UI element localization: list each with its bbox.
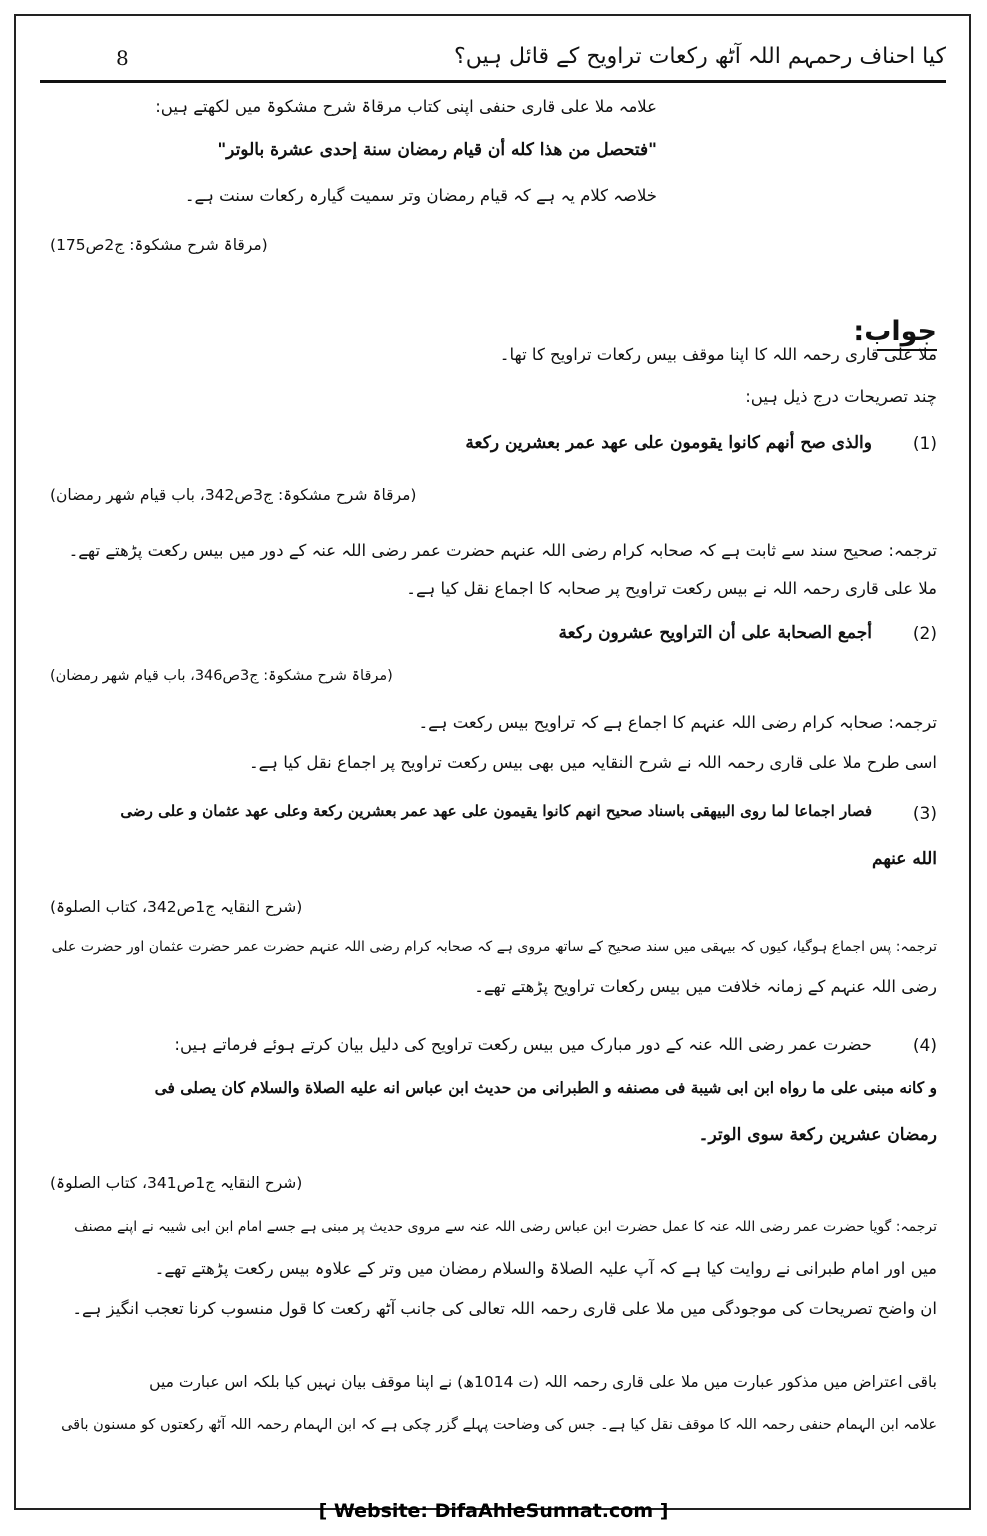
item-1-translation: ترجمہ: صحیح سند سے ثابت ہے کہ صحابہ کرام رضی اللہ عنہم حضرت عمر رضی اللہ عنہ کے دور میں بیس رکعت پڑھتے تھے۔: [68, 541, 937, 560]
answer-line-1: ملا علی قاری رحمہ اللہ کا اپنا موقف بیس رکعات تراویح کا تھا۔: [499, 345, 937, 364]
item-2-reference: (مرقاۃ شرح مشکوۃ: ج3ص346، باب قیام شهر رمضان): [50, 668, 393, 684]
item-4-translation-line-1: ترجمہ: گویا حضرت عمر رضی اللہ عنہ کا عمل حضرت ابن عباس رضی اللہ عنہ سے مروی حدیث پر مبنی ہے جسے امام ابن ابی شیبہ نے اپنے مصنف: [74, 1219, 937, 1235]
item-3-arabic-line-1: فصار اجماعا لما روی البیهقی باسناد صحیح انهم کانوا یقیمون علی عهد عمر بعشرین رکعة وعلی عهد عثمان و علی رضی: [120, 802, 872, 820]
item-4-reference: (شرح النقایہ ج1ص341، کتاب الصلوۃ): [50, 1174, 303, 1192]
item-4-arabic-line-1: و کانه مبنی علی ما رواه ابن ابی شیبة فی مصنفه و الطبرانی من حدیث ابن عباس انه علیه الصلاة والسلام کان یصلی فی: [154, 1078, 937, 1097]
item-2-arabic: أجمع الصحابة علی أن التراویح عشرون رکعة: [558, 623, 872, 643]
intro-line: علامہ ملا علی قاری حنفی اپنی کتاب مرقاۃ شرح مشکوۃ میں لکھتے ہیں:: [155, 97, 657, 116]
item-1-note: ملا علی قاری رحمہ اللہ نے بیس رکعت تراویح پر صحابہ کا اجماع نقل کیا ہے۔: [406, 579, 937, 598]
item-4-number: (4): [912, 1036, 937, 1056]
page-number: 8: [116, 46, 129, 70]
item-2-note: اسی طرح ملا علی قاری رحمہ اللہ نے شرح النقایہ میں بھی بیس رکعت تراویح پر اجماع نقل کیا ہے۔: [248, 753, 937, 772]
intro-reference: (مرقاۃ شرح مشکوۃ: ج2ص175): [50, 236, 268, 254]
item-1-reference: (مرقاۃ شرح مشکوۃ: ج3ص342، باب قیام شهر رمضان): [50, 486, 417, 504]
answer-heading: جواب:: [853, 316, 937, 347]
header-title: کیا احناف رحمہم اللہ آٹھ رکعات تراویح کے قائل ہیں؟: [454, 44, 946, 69]
item-1-arabic: والذی صح أنهم کانوا یقومون علی عهد عمر بعشرین رکعة: [465, 433, 872, 453]
page-header: [40, 38, 946, 82]
intro-summary: خلاصہ کلام یہ ہے کہ قیام رمضان وتر سمیت گیارہ رکعات سنت ہے۔: [184, 186, 657, 205]
item-3-number: (3): [912, 804, 937, 824]
answer-line-2: چند تصریحات درج ذیل ہیں:: [745, 387, 937, 406]
item-4-translation-line-2: میں اور امام طبرانی نے روایت کیا ہے کہ آپ علیہ الصلاۃ والسلام رمضان میں وتر کے علاوہ بیس رکعت پڑھتے تھے۔: [154, 1259, 937, 1278]
item-3-translation-line-1: ترجمہ: پس اجماع ہوگیا، کیوں کہ بیہقی میں سند صحیح کے ساتھ مروی ہے کہ صحابہ کرام رضی اللہ عنہم حضرت عمر حضرت عثمان اور حضرت علی: [51, 939, 937, 955]
item-1-number: (1): [912, 434, 937, 454]
header-rule: [40, 80, 946, 83]
intro-arabic-quote: "فتحصل من هذا كله أن قيام رمضان سنة إحدى عشرة بالوتر": [217, 140, 657, 160]
item-3-arabic-line-2: الله عنهم: [872, 849, 937, 869]
item-3-translation-line-2: رضی اللہ عنہم کے زمانہ خلافت میں بیس رکعات تراویح پڑھتے تھے۔: [474, 977, 937, 996]
final-line-2: علامہ ابن الہمام حنفی رحمہ اللہ کا موقف نقل کیا ہے۔ جس کی وضاحت پہلے گزر چکی ہے کہ ابن الہمام رحمہ اللہ آٹھ رکعتوں کو مسنون باقی: [61, 1417, 937, 1433]
item-4-intro: حضرت عمر رضی اللہ عنہ کے دور مبارک میں بیس رکعت تراویح کی دلیل بیان کرتے ہوئے فرماتے ہیں:: [174, 1035, 872, 1054]
item-4-conclusion: ان واضح تصریحات کی موجودگی میں ملا علی قاری رحمہ اللہ تعالی کی جانب آٹھ رکعت کا قول منسوب کرنا تعجب انگیز ہے۔: [72, 1299, 937, 1318]
item-2-number: (2): [912, 624, 937, 644]
item-3-reference: (شرح النقایہ ج1ص342، کتاب الصلوۃ): [50, 898, 303, 916]
website-footer: [ Website: DifaAhleSunnat.com ]: [318, 1500, 669, 1522]
item-2-translation: ترجمہ: صحابہ کرام رضی اللہ عنہم کا اجماع ہے کہ تراویح بیس رکعت ہے۔: [418, 713, 937, 732]
item-4-arabic-line-2: رمضان عشرین رکعة سوی الوتر۔: [698, 1125, 937, 1145]
final-line-1: باقی اعتراض میں مذکور عبارت میں ملا علی قاری رحمہ اللہ (ت 1014ھ) نے اپنا موقف بیان نہیں کیا بلکہ اس عبارت میں: [149, 1373, 937, 1391]
